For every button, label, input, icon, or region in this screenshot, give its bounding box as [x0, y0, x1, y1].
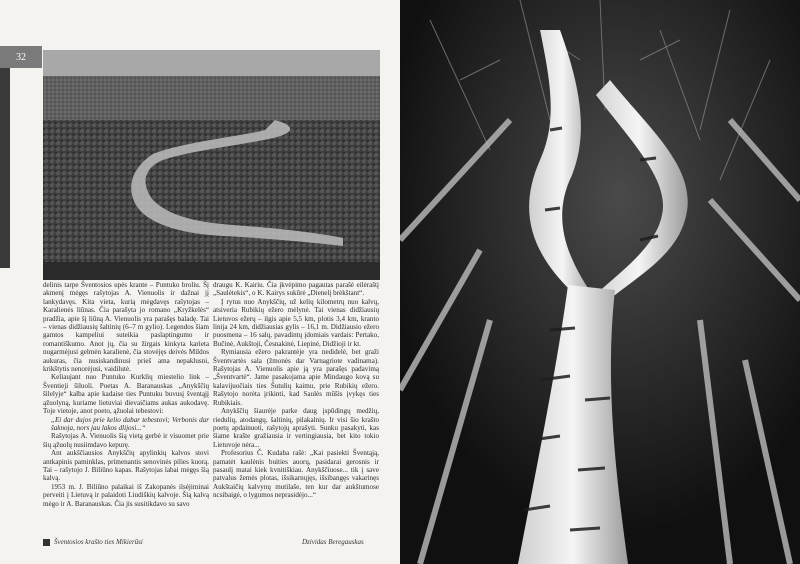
- paragraph: Anykščių šiaurėje parke daug įspūdingų medžių, riedulių, atodangų, šaltinių, pilakalnių. Ir visi šio krašto poetų apdainuoti, rašytojų aprašyti. Sunku pasakyti, kas šiame krašte gražiausia ir vertingiausia, bet kito tokio Lietuvoje nėra...: [213, 407, 379, 449]
- paragraph: 1953 m. J. Biliūno palaikai iš Zakopanės ilsėjiminai perveiti į Lietuvą ir palaidoti Liudiškių kalvoje. Šią kalvą mėgo ir A. Baranauskas. Čia jis susitikdavo su savo: [43, 482, 209, 508]
- text-column-left: [43, 281, 209, 508]
- footer-left: [43, 538, 143, 546]
- paragraph: draugu K. Kairiu. Čia įkvėpimo pagautas parašė eilėraštį „Saulėtekis“, o K. Kairys sukūrė „Dienelį brėkštant“.: [213, 281, 379, 298]
- paragraph: Ant aukščiausios Anykščių apylinkių kalvos stovi antkapinis paminklas, primenantis senovinės pilies kuorą. Tai – rašytojo J. Biliūno kapas. Rašytojas labai mėgęs šią kalvą.: [43, 449, 209, 483]
- text-column-right: [213, 281, 379, 500]
- quote-paragraph: Profesorius Č. Kudaba rašė: „Kai pasiekti Šventąją, pamatėt kaulėnis buities auorų, pasidarai gerosnis ir pasaulį matai kiek kvnitiškiau. Anykščiuose... tik į save patvalus žemės plotas, išsikarnųjęs, išsibangęs vakarinęs Aukštaičių kalvynų mutilaše, ten kur dar aukštumose ncsibaigė, o lygumos neprasidėjo...“: [213, 449, 379, 500]
- paragraph: delinis tarpe Šventosios upės krante – Puntuko broliu. Šį akmenį mėgęs rašytojas A. Vienuolis ir dažnai jį lankydavęs. Kita vieta, kurią mėgdavęs rašytojas – Karalienės liūnas. Čia parašyta jo romano „Kryžkelės“ pradžia, apie šį liūną A. Vienuolis yra parašęs baladę. Tai – vienas didžiausių šaltinių (6–7 m gylio). Legendos šiam gamtos kampeliui suteikia paslaptingumo ir romantiškumo. Anot jų, čia su žirgais kinkyta karieta nugarmėjusi gelmėn karalienė, čia stovėjęs deivės Mildos aukuras, čia nusiskandinusi prieš ama nepaklusni, krikštytis nenorėjusi, vaidilutė.: [43, 281, 209, 374]
- forest-river-photo: [43, 50, 380, 280]
- book-mark-icon: [43, 539, 50, 546]
- birch-trees-photo: [400, 0, 800, 564]
- paragraph: Keliaujant nuo Puntuko Kurklių miestelio link – Šventieji šiluoli. Poetas A. Baranauskas „Anykščių šilelyje“ kalba apie kadaise ties Puntuku buvusį šventąjį ąžuolyną, kuriame lietuviai dievaičiams aukas aukodavę. Toje vietoje, anot poeto, ąžuolai tebestovi:: [43, 373, 209, 416]
- paragraph: Rašytojas A. Vienuolis šią vietą gerbė ir visuomet prie šių ąžuolų nusiimdavo kepurę.: [43, 432, 209, 449]
- page-number: 32: [0, 46, 42, 68]
- verse-quote: „Ei dar dujos prie kelio dabar tebestovi; Verbonis dar šaknoja, nors jau lakos dlijosi...“: [51, 415, 209, 432]
- footer-book-title: Šventosios krašto ties Mikierūsi: [54, 538, 143, 546]
- side-bar: [0, 68, 10, 268]
- paragraph: Į rytus nuo Anykščių, už kelių kilometrų nuo kalvų, atsiveria Rubikių ežero mėlynė. Tai vienas didžiausių Lietuvos ežerų – ilgis apie 5,5 km, plotis 3,4 km, kranto linija 24 km, didžiausias gylis – 16,1 m. Didžiausio ežero puosmena – 16 salų, pavadintų įdomiais vardais: Pertako, Bučinė, Aukštoji, Česnakinė, Liepinė, Didžioji ir kt.: [213, 297, 379, 348]
- right-page: [400, 0, 800, 564]
- paragraph: Rymiausia ežero pakrantėje yra nedidelė, bet graži Šventvartės sala (žmonės dar Varnagriote vadinama). Rašytojas A. Vienuolis apie ją yra parašęs padavimą „Šventvartė“. Jame pasakojama apie Mindaugo kovą su kalavijuočiais ties Šutulių kaimu, prie Rubikių ežero. Rašytojo norėta įrikinti, kad Saulės mūšis įvykęs ties Rubikiais.: [213, 348, 379, 407]
- footer-author: Dzividas Beregauskas: [302, 538, 364, 546]
